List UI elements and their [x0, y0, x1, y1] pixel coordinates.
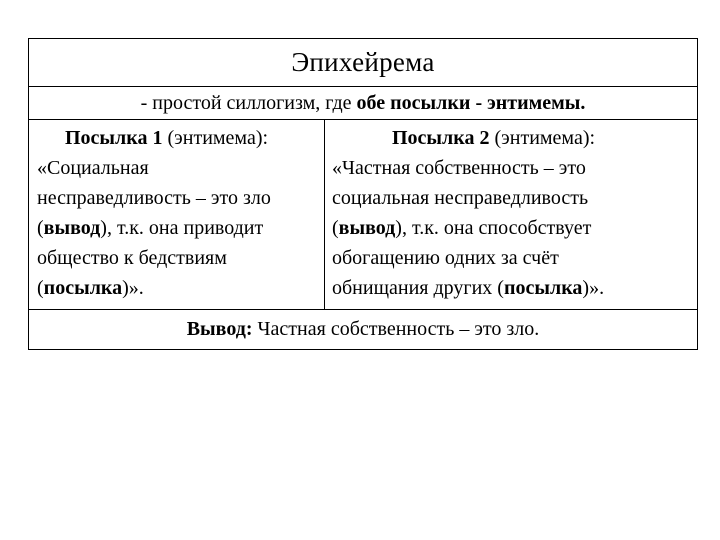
title-row: [29, 39, 697, 87]
premise-1-heading-note: (энтимема):: [162, 127, 269, 149]
conclusion-text: [187, 318, 540, 341]
premise-2-line-5: [332, 273, 697, 303]
premises-row: [29, 120, 697, 310]
premise-1-conclusion-tag: вывод: [43, 217, 101, 239]
premise-2-line-4: обогащению одних за счёт: [332, 247, 559, 269]
premise-2-line-1: «Частная собственность – это: [332, 157, 586, 179]
definition-text: [141, 92, 586, 115]
premise-2-conclusion-tag: вывод: [338, 217, 396, 239]
premise-1-cell: [29, 120, 325, 309]
premise-2-premise-tag: посылка: [503, 277, 583, 299]
epicheirema-table: [28, 38, 698, 350]
premise-1-line-5-rest: )».: [122, 277, 144, 299]
definition-prefix: - простой силлогизм, где: [140, 91, 357, 114]
premise-1-line-3-open: (: [37, 217, 44, 239]
premise-2-heading: [332, 123, 697, 153]
premise-1-line-5: [37, 273, 324, 303]
conclusion-row: [29, 310, 697, 349]
conclusion-body: Частная собственность – это зло.: [252, 318, 540, 340]
premise-1-line-3: [37, 213, 324, 243]
premise-2-line-3-rest: ), т.к. она способствует: [395, 217, 592, 239]
premise-2-heading-note: (энтимема):: [489, 127, 596, 149]
page-title: Эпихейрема: [291, 47, 435, 77]
premise-2-heading-label: Посылка 2: [392, 127, 490, 149]
premise-1-heading: [37, 123, 324, 153]
premise-1-line-2: несправедливость – это зло: [37, 187, 271, 209]
premise-1-line-5-open: (: [37, 277, 44, 299]
premise-2-line-2: социальная несправедливость: [332, 187, 589, 209]
premise-2-line-3-open: (: [332, 217, 339, 239]
conclusion-label: Вывод:: [186, 318, 253, 340]
premise-2-line-5-text: обнищания других (: [332, 277, 504, 299]
premise-2-line-5-rest: )».: [582, 277, 605, 299]
premise-1-line-3-rest: ), т.к. она приводит: [100, 217, 264, 239]
definition-emphasis: обе посылки - энтимемы.: [356, 91, 586, 114]
premise-1-line-1: «Социальная: [37, 157, 149, 179]
premise-1-premise-tag: посылка: [43, 277, 123, 299]
premise-2-line-3: [332, 213, 697, 243]
premise-1-line-4: общество к бедствиям: [37, 247, 227, 269]
premise-2-cell: [325, 120, 697, 309]
premise-1-heading-label: Посылка 1: [65, 127, 163, 149]
definition-row: [29, 87, 697, 120]
